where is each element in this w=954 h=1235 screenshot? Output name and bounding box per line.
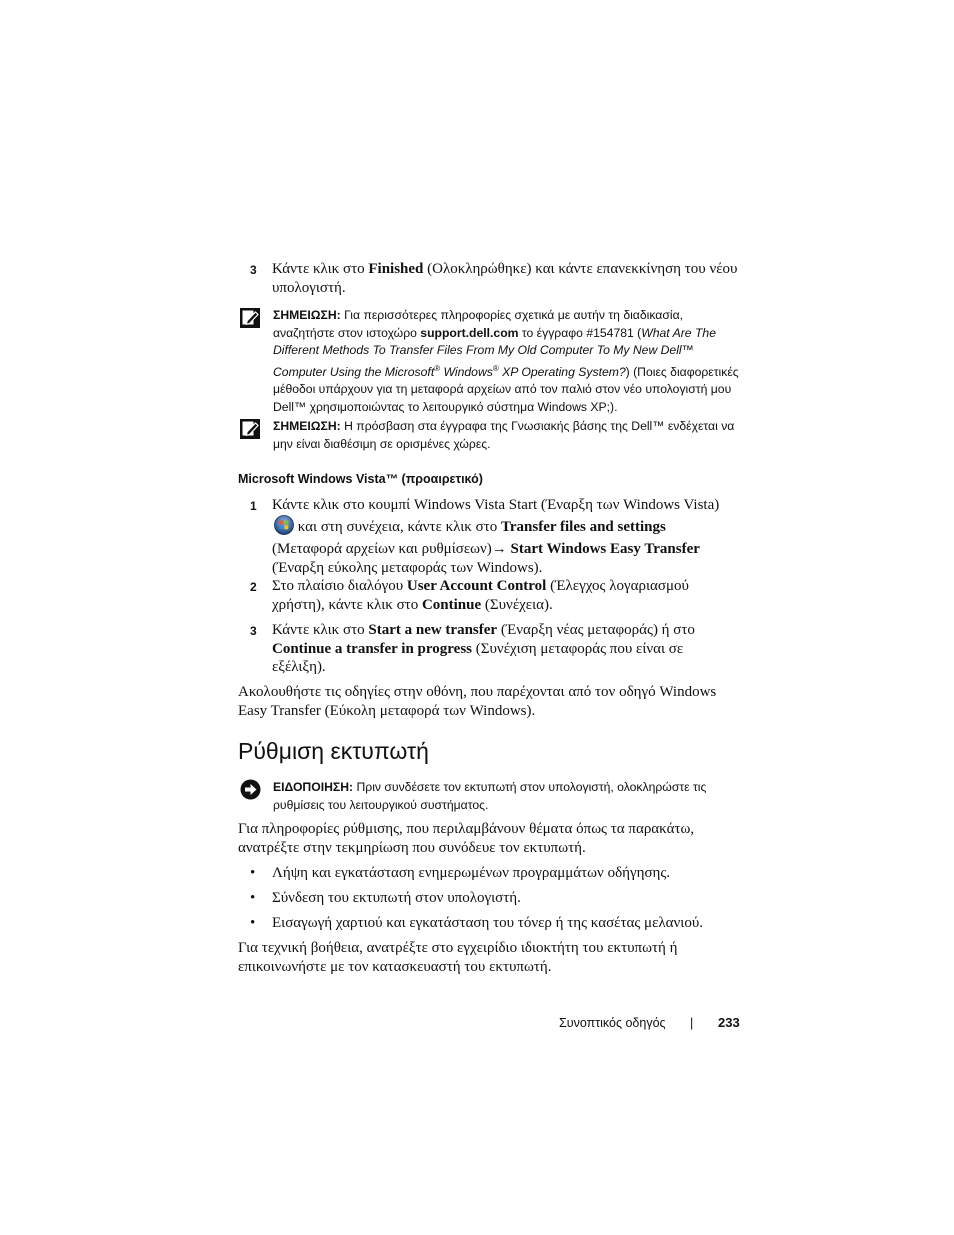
note-label: ΣΗΜΕΙΩΣΗ: [273, 308, 341, 322]
ui-term-new-transfer: Start a new transfer [368, 622, 498, 638]
notice-circle-icon [240, 779, 261, 806]
support-link-text: support.dell.com [420, 325, 519, 340]
ui-term-continue: Continue [421, 596, 482, 613]
list-item: • Εισαγωγή χαρτιού και εγκατάσταση του τόνερ ή της κασέτας μελανιού. [250, 915, 704, 931]
note-text: ΣΗΜΕΙΩΣΗ: Η πρόσβαση στα έγγραφα της Γνωσιακής βάσης της Dell™ ενδέχεται να μην είναι διαθέσιμη σε ορισμένες χώρες. [273, 419, 735, 451]
ui-term-uac: User Account Control [406, 578, 547, 594]
step-finished [238, 260, 738, 297]
pencil-note-icon [240, 419, 260, 445]
ui-term-transfer-files: Transfer files and settings [500, 518, 666, 535]
step-number: 3 [250, 624, 257, 638]
paragraph-technical-support: Για τεχνική βοήθεια, ανατρέξτε στο εγχειρίδιο ιδιοκτήτη του εκτυπωτή ή επικοινωνήστε με τον κατασκευαστή του εκτυπωτή. [238, 940, 678, 975]
step-number: 3 [250, 263, 257, 277]
step-number: 1 [250, 499, 257, 513]
note-text: ΣΗΜΕΙΩΣΗ: Για περισσότερες πληροφορίες σχετικά με αυτήν τη διαδικασία, αναζητήστε στον ιστοχώρο support.dell.com το έγγραφο #154781 (What Are The Different Methods To Transfer Files From My Old Computer To My New Dell™ Computer Using the Microsoft® Windows® XP Operating System?) (Ποιες διαφορετικές μέθοδοι υπάρχουν για τη μεταφορά αρχείων από τον παλιό στον νέο υπολογιστή μου Dell™ χρησιμοποιώντας το λειτουργικό σύστημα Windows XP;). [273, 308, 739, 414]
paragraph-follow-instructions: Ακολουθήστε τις οδηγίες στην οθόνη, που παρέχονται από τον οδηγό Windows Easy Transfer (Εύκολη μεταφορά των Windows). [238, 684, 717, 719]
ui-term-continue-transfer: Continue a transfer in progress [272, 640, 473, 657]
paragraph-setup-info: Για πληροφορίες ρύθμισης, που περιλαμβάνουν θέματα όπως τα παρακάτω, ανατρέξτε στην τεκμηρίωση που συνόδευε τον εκτυπωτή. [238, 821, 695, 856]
footer-section-name: Συνοπτικός οδηγός [559, 1016, 666, 1030]
note-label: ΣΗΜΕΙΩΣΗ: [273, 419, 341, 433]
subsection-heading-vista: Microsoft Windows Vista™ (προαιρετικό) [238, 472, 483, 486]
footer-separator: | [690, 1016, 694, 1030]
step-text: Στο πλαίσιο διαλόγου User Account Control (Έλεγχος λογαριασμού χρήστη), κάντε κλικ στο Continue (Συνέχεια). [272, 578, 689, 613]
vista-step-2 [238, 577, 738, 614]
list-item: • Λήψη και εγκατάσταση ενημερωμένων προγραμμάτων οδήγησης. [250, 865, 671, 881]
vista-step-1 [238, 496, 738, 577]
page-number: 233 [718, 1015, 740, 1030]
notice-os-settings [240, 779, 740, 814]
list-item: • Σύνδεση του εκτυπωτή στον υπολογιστή. [250, 890, 521, 906]
note-transfer-info [240, 307, 740, 416]
ui-term-easy-transfer: Start Windows Easy Transfer [510, 541, 700, 557]
notice-text: ΕΙΔΟΠΟΙΗΣΗ: Πριν συνδέσετε τον εκτυπωτή στον υπολογιστή, ολοκληρώστε τις ρυθμίσεις του λειτουργικού συστήματος. [273, 780, 707, 812]
ui-term-finished: Finished [368, 261, 424, 277]
vista-step-3 [238, 621, 738, 677]
step-text: Κάντε κλικ στο Start a new transfer (Έναρξη νέας μεταφοράς) ή στο Continue a transfer in progress (Συνέχιση μεταφοράς που είναι σε εξέλιξη). [272, 622, 695, 675]
section-title: Ρύθμιση εκτυπωτή [238, 738, 429, 764]
step-text: Κάντε κλικ στο κουμπί Windows Vista Start (Έναρξη των Windows Vista) και στη συνέχεια, κάντε κλικ στο Transfer files and settings (Μεταφορά αρχείων και ρυθμίσεων)→ Start Windows Easy Transfer (Έναρξη εύκολης μεταφοράς των Windows). [272, 497, 720, 576]
windows-vista-start-orb-icon [274, 515, 294, 541]
notice-label: ΕΙΔΟΠΟΙΗΣΗ: [273, 780, 354, 794]
note-knowledge-base [240, 418, 740, 453]
pencil-note-icon [240, 308, 260, 334]
step-text: Κάντε κλικ στο Finished (Ολοκληρώθηκε) και κάντε επανεκκίνηση του νέου υπολογιστή. [272, 261, 738, 296]
step-number: 2 [250, 580, 257, 594]
